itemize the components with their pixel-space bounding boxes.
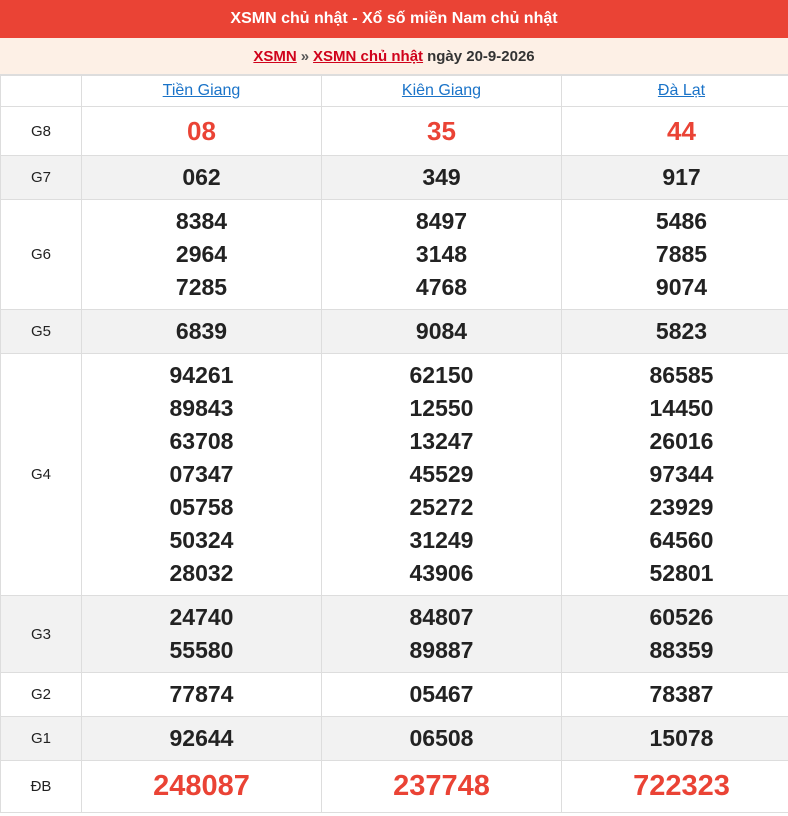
breadcrumb-link-xsmn-sunday[interactable]: XSMN chủ nhật	[313, 47, 424, 65]
prize-cell	[562, 596, 788, 673]
prize-cell	[82, 107, 322, 156]
prize-cell	[82, 673, 322, 717]
prize-number: 15078	[649, 725, 714, 751]
prize-number: 06508	[409, 725, 474, 751]
prize-number: 14450	[649, 395, 714, 421]
prize-number: 62150	[409, 362, 474, 388]
prize-number: 44	[667, 115, 696, 146]
prize-number: 50324	[169, 527, 234, 553]
prize-number: 89843	[169, 395, 234, 421]
prize-number: 89887	[409, 637, 474, 663]
prize-number: 6839	[175, 318, 228, 344]
special-prize-number: 248087	[153, 770, 250, 802]
draw-date: ngày 20-9-2026	[427, 47, 535, 65]
prize-number: 26016	[649, 428, 714, 454]
province-link-tien-giang[interactable]: Tiền Giang	[162, 82, 241, 99]
prize-number: 77874	[169, 681, 234, 707]
prize-number: 13247	[409, 428, 474, 454]
prize-row-g4	[1, 354, 788, 596]
prize-number: 35	[427, 115, 456, 146]
prize-number: 55580	[169, 637, 234, 663]
province-header-cell	[82, 76, 322, 107]
prize-number: 8384	[175, 208, 228, 234]
prize-row-g8	[1, 107, 788, 156]
special-prize-number: 722323	[633, 770, 730, 802]
prize-cell	[562, 156, 788, 200]
results-table	[0, 75, 788, 813]
prize-label: G5	[1, 310, 82, 354]
prize-number: 78387	[649, 681, 714, 707]
prize-number: 28032	[169, 560, 234, 586]
prize-cell	[322, 761, 562, 813]
prize-number: 07347	[169, 461, 234, 487]
prize-label: ĐB	[1, 761, 82, 813]
breadcrumb	[0, 38, 788, 75]
prize-number: 86585	[649, 362, 714, 388]
province-link-kien-giang[interactable]: Kiên Giang	[401, 82, 482, 99]
prize-cell	[322, 107, 562, 156]
prize-cell	[82, 596, 322, 673]
prize-number: 3148	[415, 241, 468, 267]
breadcrumb-link-xsmn[interactable]: XSMN	[253, 47, 297, 65]
prize-number: 5823	[655, 318, 708, 344]
prize-number: 7885	[655, 241, 708, 267]
prize-number: 08	[187, 115, 216, 146]
prize-label: G4	[1, 354, 82, 596]
province-header-cell	[322, 76, 562, 107]
prize-cell	[562, 310, 788, 354]
prize-cell	[322, 354, 562, 596]
prize-number: 8497	[415, 208, 468, 234]
prize-number: 23929	[649, 494, 714, 520]
province-header-row	[1, 76, 788, 107]
prize-cell	[322, 596, 562, 673]
prize-cell	[562, 200, 788, 310]
page-title-bar	[0, 0, 788, 38]
prize-number: 31249	[409, 527, 474, 553]
breadcrumb-separator: »	[300, 47, 310, 65]
prize-row-g7	[1, 156, 788, 200]
prize-cell	[562, 354, 788, 596]
prize-number: 2964	[175, 241, 228, 267]
prize-number: 917	[662, 164, 701, 190]
prize-number: 64560	[649, 527, 714, 553]
prize-number: 25272	[409, 494, 474, 520]
special-prize-number: 237748	[393, 770, 490, 802]
header-empty-cell	[1, 76, 82, 107]
prize-number: 05758	[169, 494, 234, 520]
prize-number: 88359	[649, 637, 714, 663]
prize-row-g6	[1, 200, 788, 310]
prize-number: 84807	[409, 604, 474, 630]
prize-cell	[322, 717, 562, 761]
prize-number: 7285	[175, 274, 228, 300]
prize-number: 062	[182, 164, 221, 190]
prize-number: 97344	[649, 461, 714, 487]
prize-cell	[82, 717, 322, 761]
prize-cell	[82, 200, 322, 310]
prize-row-special	[1, 761, 788, 813]
prize-cell	[82, 310, 322, 354]
prize-number: 12550	[409, 395, 474, 421]
prize-row-g2	[1, 673, 788, 717]
prize-label: G3	[1, 596, 82, 673]
prize-cell	[322, 156, 562, 200]
province-link-da-lat[interactable]: Đà Lạt	[657, 82, 706, 99]
prize-row-g3	[1, 596, 788, 673]
prize-cell	[562, 717, 788, 761]
prize-cell	[562, 673, 788, 717]
prize-number: 43906	[409, 560, 474, 586]
prize-number: 4768	[415, 274, 468, 300]
prize-label: G6	[1, 200, 82, 310]
prize-cell	[322, 310, 562, 354]
prize-number: 9074	[655, 274, 708, 300]
prize-cell	[322, 673, 562, 717]
prize-label: G2	[1, 673, 82, 717]
prize-number: 52801	[649, 560, 714, 586]
prize-number: 349	[422, 164, 461, 190]
prize-cell	[82, 761, 322, 813]
prize-label: G1	[1, 717, 82, 761]
prize-cell	[322, 200, 562, 310]
prize-label: G8	[1, 107, 82, 156]
prize-number: 24740	[169, 604, 234, 630]
prize-number: 05467	[409, 681, 474, 707]
prize-cell	[82, 156, 322, 200]
prize-number: 63708	[169, 428, 234, 454]
prize-number: 9084	[415, 318, 468, 344]
prize-number: 5486	[655, 208, 708, 234]
prize-row-g5	[1, 310, 788, 354]
prize-number: 60526	[649, 604, 714, 630]
prize-row-g1	[1, 717, 788, 761]
prize-cell	[562, 761, 788, 813]
province-header-cell	[562, 76, 788, 107]
page-title: XSMN chủ nhật - Xổ số miền Nam chủ nhật	[230, 10, 558, 27]
prize-cell	[562, 107, 788, 156]
prize-number: 94261	[169, 362, 234, 388]
prize-cell	[82, 354, 322, 596]
prize-number: 45529	[409, 461, 474, 487]
prize-number: 92644	[169, 725, 234, 751]
prize-label: G7	[1, 156, 82, 200]
